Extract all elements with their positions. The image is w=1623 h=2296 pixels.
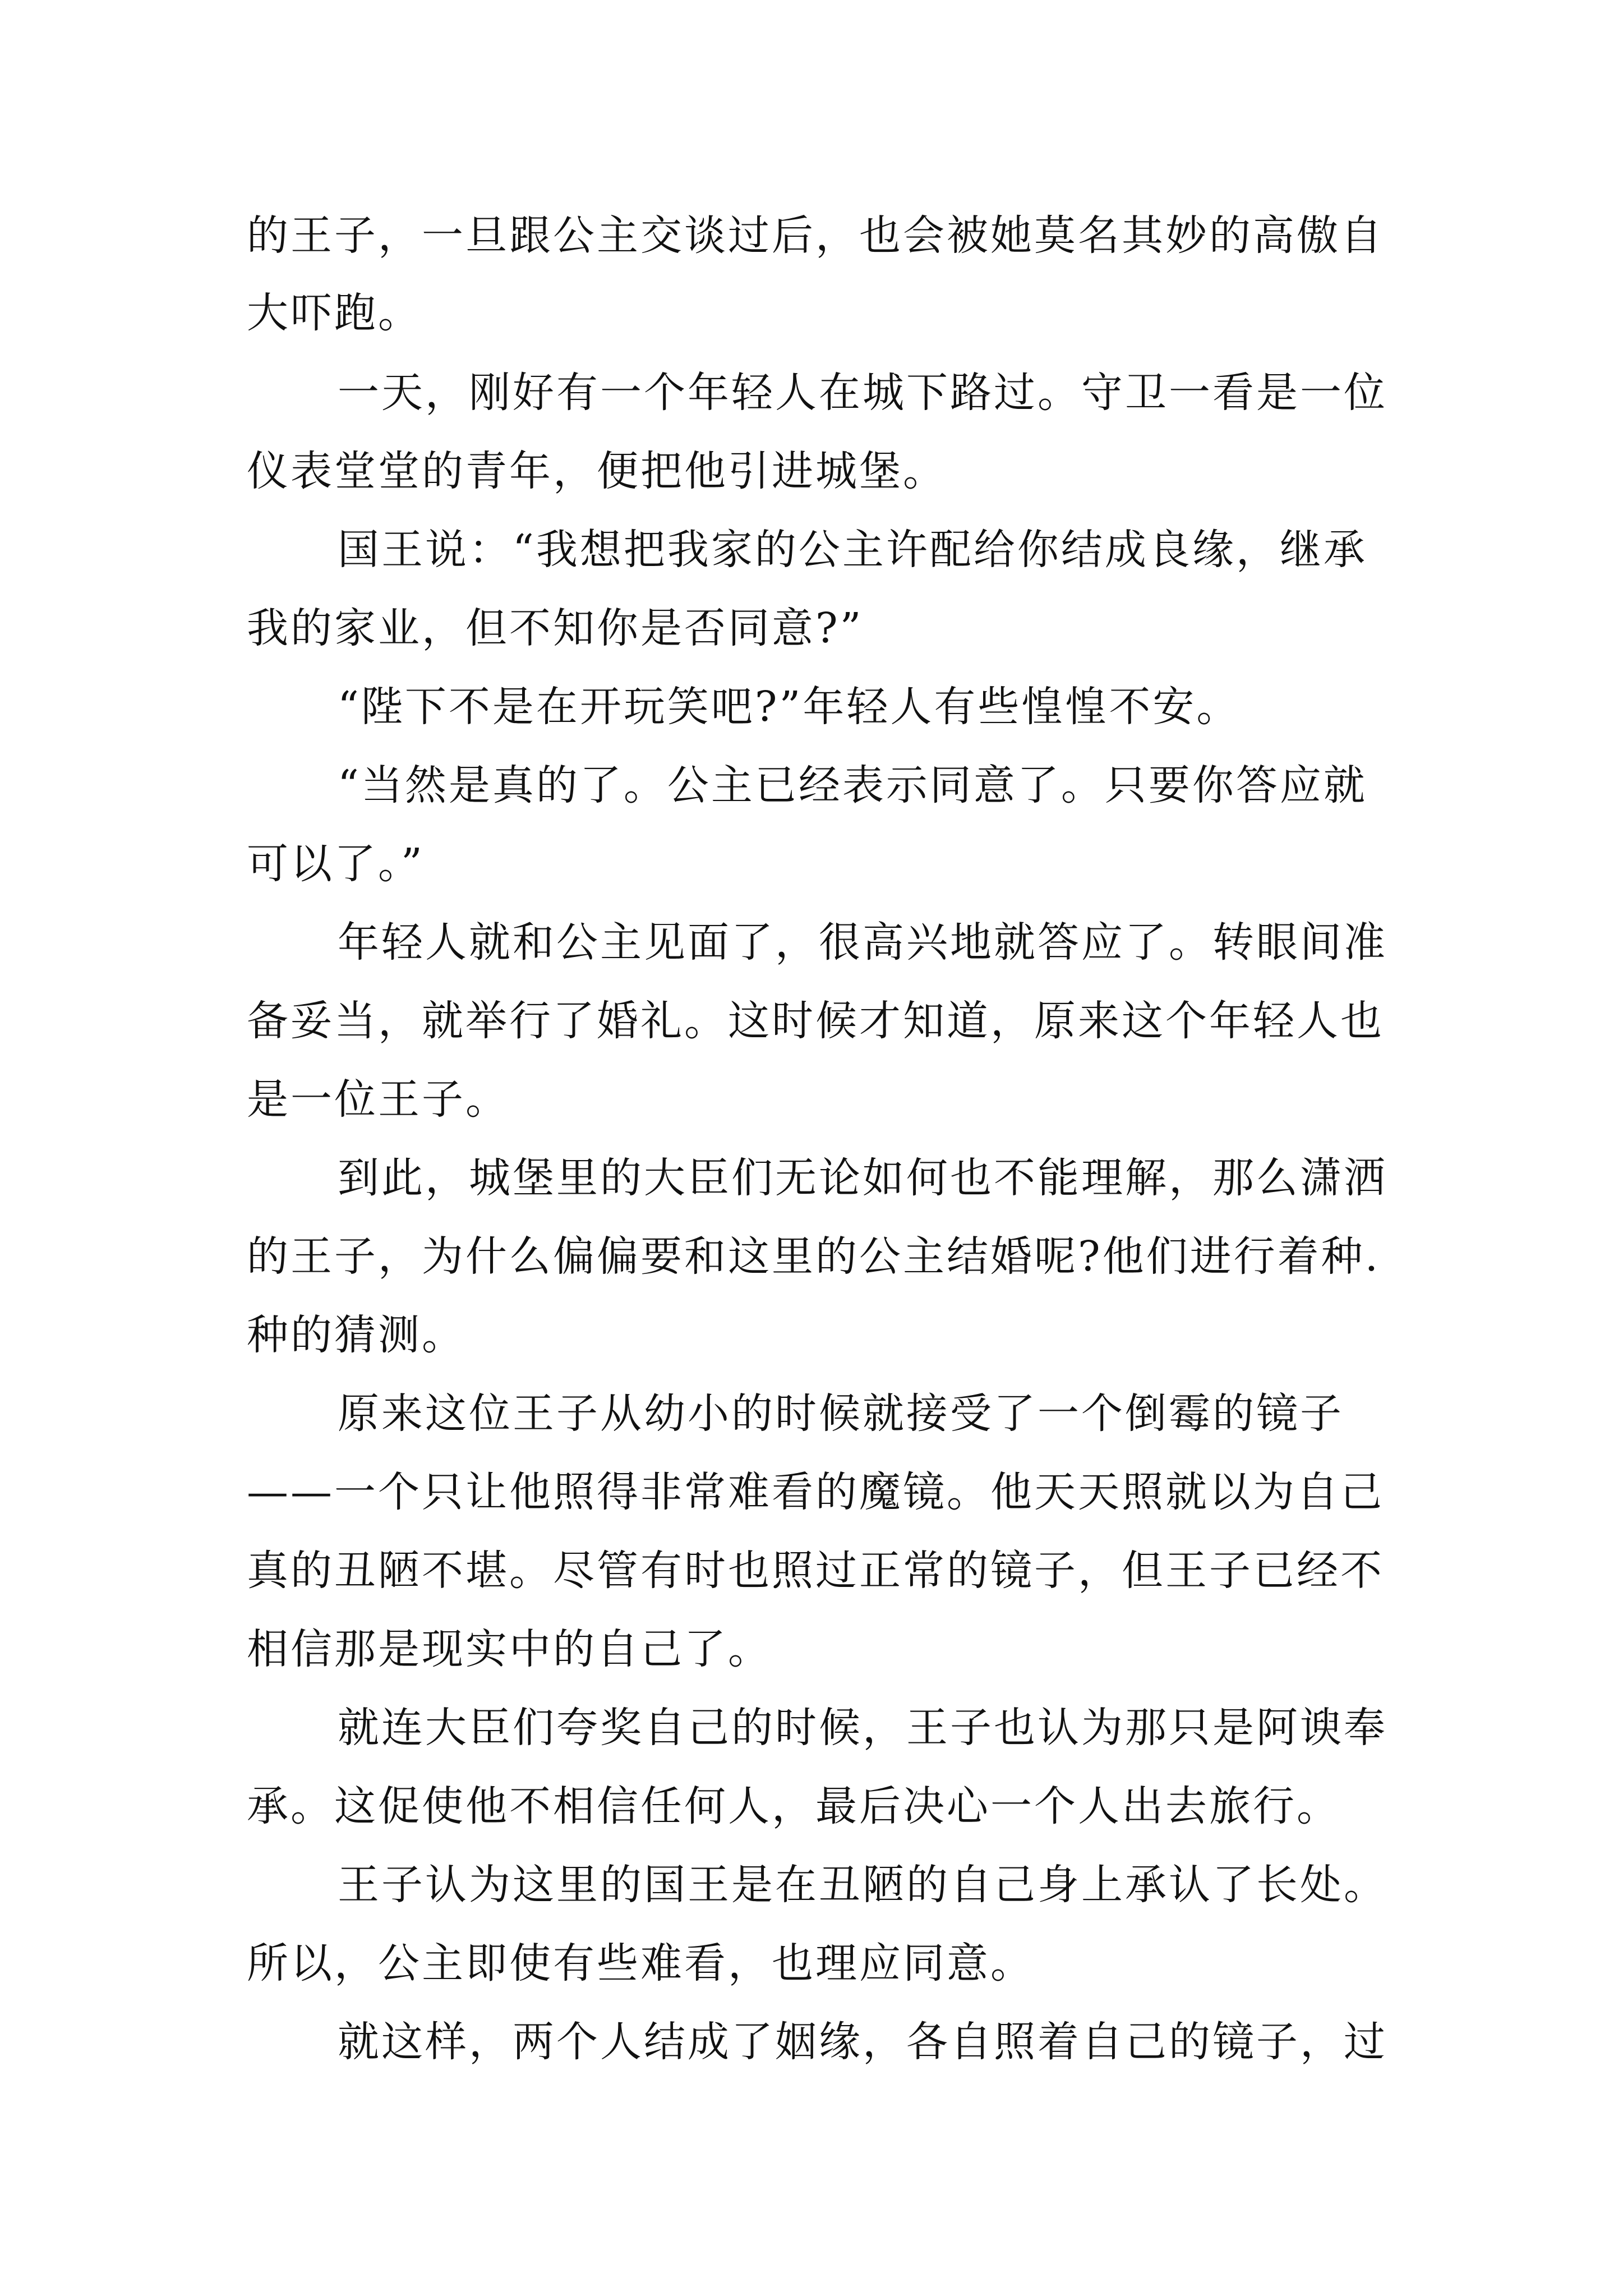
text-line: 仪表堂堂的青年，便把他引进城堡。 (247, 447, 947, 495)
text-line: 所以，公主即使有些难看，也理应同意。 (247, 1939, 1034, 1987)
text-line: ——一个只让他照得非常难看的魔镜。他天天照就以为自己 (247, 1468, 1384, 1516)
text-line: 我的家业，但不知你是否同意?” (247, 604, 864, 652)
text-line: 是一位王子。 (247, 1075, 509, 1124)
paragraph-first-line: 到此，城堡里的大臣们无论如何也不能理解，那么潇洒 (338, 1154, 1387, 1202)
text-line: 承。这促使他不相信任何人，最后决心一个人出去旅行。 (247, 1782, 1340, 1830)
text-line: 种的猜测。 (247, 1311, 465, 1359)
paragraph-first-line: 王子认为这里的国王是在丑陋的自己身上承认了长处。 (338, 1861, 1387, 1909)
paragraph-first-line: 年轻人就和公主见面了，很高兴地就答应了。转眼间准 (338, 918, 1387, 967)
text-line: 的王子，一旦跟公主交谈过后，也会被她莫名其妙的高傲自 (247, 211, 1384, 260)
text-line: 大吓跑。 (247, 289, 422, 337)
paragraph-first-line: 就这样，两个人结成了姻缘，各自照着自己的镜子，过 (338, 2018, 1387, 2066)
text-line: 的王子，为什么偏偏要和这里的公主结婚呢?他们进行着种. (247, 1232, 1381, 1281)
paragraph-first-line: “当然是真的了。公主已经表示同意了。只要你答应就 (338, 761, 1367, 809)
paragraph-first-line: 一天，刚好有一个年轻人在城下路过。守卫一看是一位 (338, 369, 1387, 417)
text-line: 可以了。” (247, 840, 425, 888)
paragraph-first-line: 原来这位王子从幼小的时候就接受了一个倒霉的镜子 (338, 1389, 1344, 1438)
text-line: 真的丑陋不堪。尽管有时也照过正常的镜子，但王子已经不 (247, 1547, 1384, 1595)
paragraph-first-line: “陛下不是在开玩笑吧?”年轻人有些惶惶不安。 (338, 683, 1241, 731)
text-line: 相信那是现实中的自己了。 (247, 1625, 772, 1673)
text-line: 备妥当，就举行了婚礼。这时候才知道，原来这个年轻人也 (247, 997, 1384, 1045)
paragraph-first-line: 国王说：“我想把我家的公主许配给你结成良缘，继承 (338, 526, 1367, 574)
paragraph-first-line: 就连大臣们夸奖自己的时候，王子也认为那只是阿谀奉 (338, 1704, 1387, 1752)
